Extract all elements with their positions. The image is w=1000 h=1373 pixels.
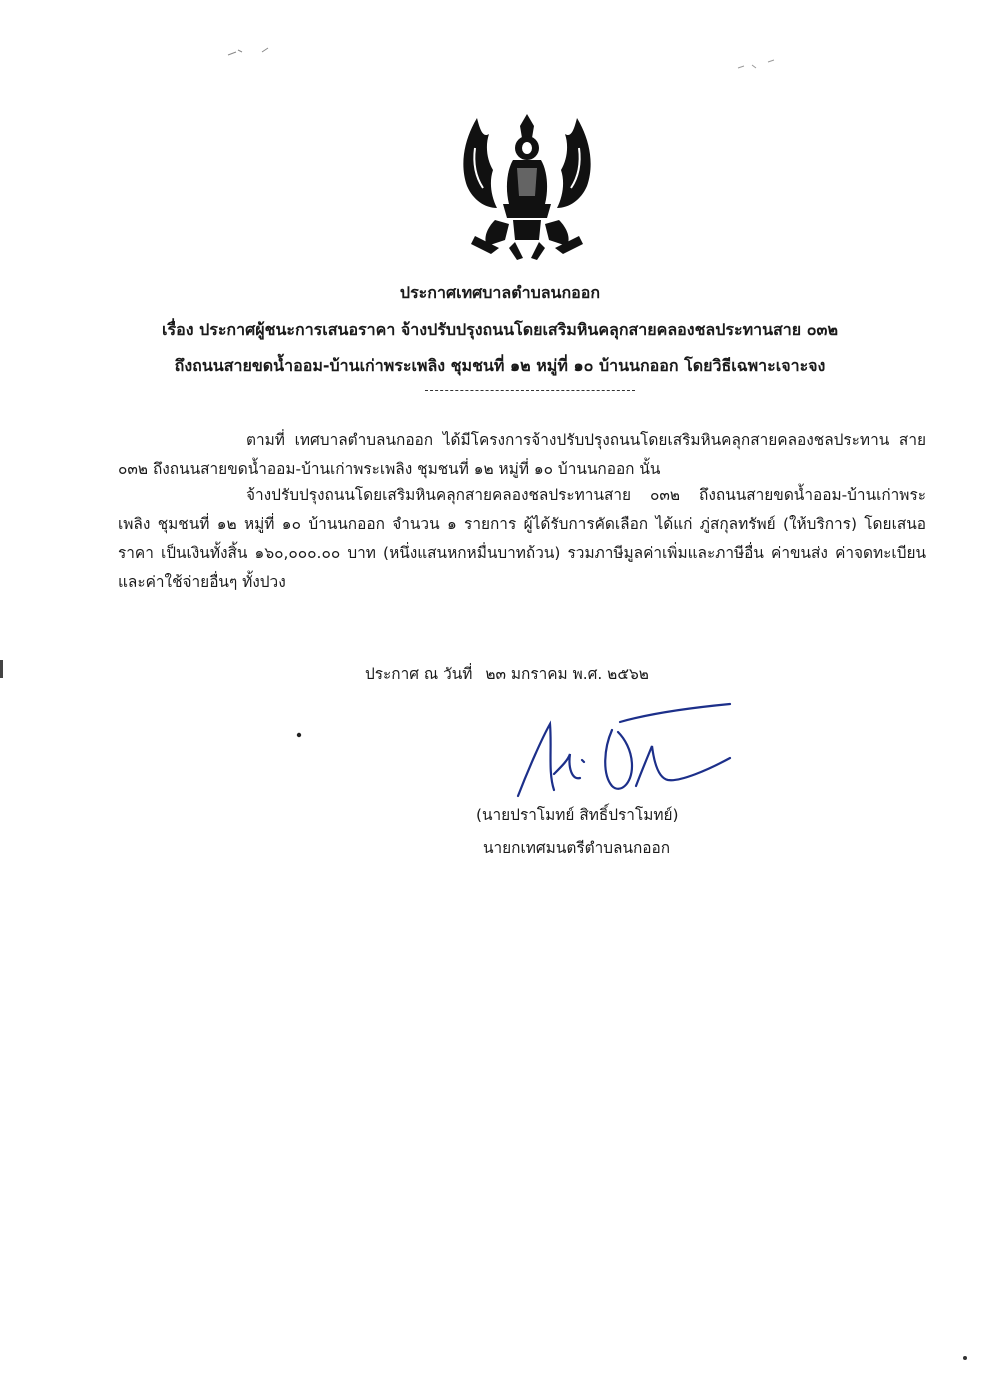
date-label: ประกาศ ณ วันที่	[365, 665, 473, 683]
announcement-header: ประกาศเทศบาลตำบลนกออก	[399, 283, 601, 302]
subject-line-2: ถึงถนนสายขดน้ำออม-บ้านเก่าพระเพลิง ชุมชนที่ ๑๒ หมู่ที่ ๑๐ บ้านนกออก โดยวิธีเฉพาะเจาะจง	[174, 356, 826, 375]
signer-position: นายกเทศมนตรีตำบลนกออก	[483, 839, 671, 857]
separator-line	[425, 390, 635, 391]
body-paragraph-2: จ้างปรับปรุงถนนโดยเสริมหินคลุกสายคลองชลประทานสาย ๐๓๒ ถึงถนนสายขดน้ำออม-บ้านเก่าพระเพลิง ชุมชนที่ ๑๒ หมู่ที่ ๑๐ บ้านนกออก จำนวน ๑ รายการ ผู้ได้รับการคัดเลือก ได้แก่ ภู่สกุลทรัพย์ (ให้บริการ) โดยเสนอราคา เป็นเงินทั้งสิ้น ๑๖๐,๐๐๐.๐๐ บาท (หนึ่งแสนหกหมื่นบาทถ้วน) รวมภาษีมูลค่าเพิ่มและภาษีอื่น ค่าขนส่ง ค่าจดทะเบียน และค่าใช้จ่ายอื่นๆ ทั้งปวง	[118, 486, 926, 591]
date-value: ๒๓ มกราคม พ.ศ. ๒๕๖๒	[485, 665, 649, 683]
signature-icon	[508, 700, 738, 810]
garuda-emblem-icon	[447, 108, 607, 266]
body-paragraph-1: ตามที่ เทศบาลตำบลนกออก ได้มีโครงการจ้างปรับปรุงถนนโดยเสริมหินคลุกสายคลองชลประทาน สาย ๐๓๒ ถึงถนนสายขดน้ำออม-บ้านเก่าพระเพลิง ชุมชนที่ ๑๒ หมู่ที่ ๑๐ บ้านนกออก นั้น	[118, 431, 926, 478]
announcement-date	[365, 662, 649, 686]
signer-name: (นายปราโมทย์ สิทธิ์ปราโมทย์)	[476, 806, 679, 824]
subject-line-1: เรื่อง ประกาศผู้ชนะการเสนอราคา จ้างปรับปรุงถนนโดยเสริมหินคลุกสายคลองชลประทานสาย ๐๓๒	[162, 320, 838, 339]
